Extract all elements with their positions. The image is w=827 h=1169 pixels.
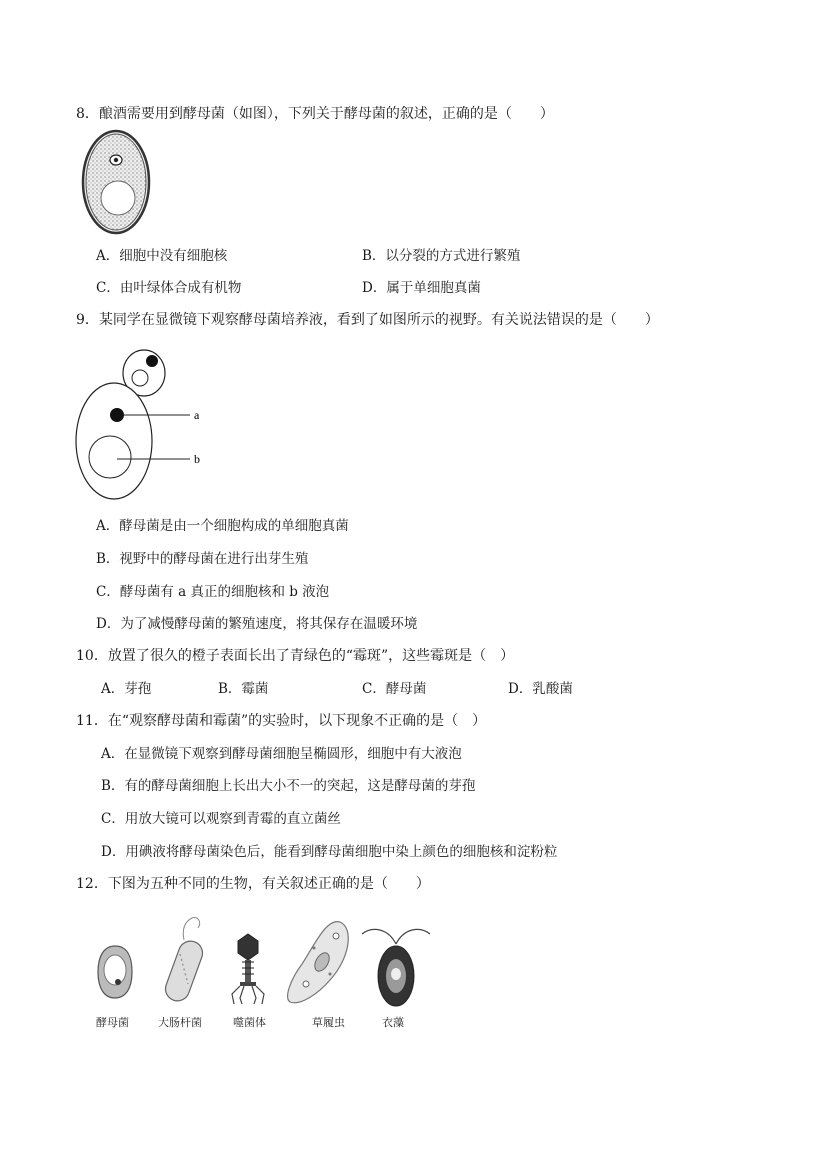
caption-chlamydomonas: 衣藻 xyxy=(382,1016,404,1029)
caption-paramecium: 草履虫 xyxy=(312,1016,345,1029)
q11-option-a: A．在显微镜下观察到酵母菌细胞呈椭圆形，细胞中有大液泡 xyxy=(101,746,462,762)
q9-yeast-budding-figure xyxy=(72,340,222,502)
q8-option-c: C．由叶绿体合成有机物 xyxy=(96,280,242,296)
chlamydomonas-icon xyxy=(358,920,434,1010)
q10-option-d: D．乳酸菌 xyxy=(508,681,573,697)
q8-option-b: B．以分裂的方式进行繁殖 xyxy=(362,248,521,264)
q12-stem: 12．下图为五种不同的生物，有关叙述正确的是（ ） xyxy=(76,876,430,892)
caption-bacteriophage: 噬菌体 xyxy=(233,1016,266,1029)
q11-option-c: C．用放大镜可以观察到青霉的直立菌丝 xyxy=(101,811,341,827)
q8-option-a: A．细胞中没有细胞核 xyxy=(96,248,228,264)
caption-e-coli: 大肠杆菌 xyxy=(158,1016,202,1029)
e-coli-icon xyxy=(154,914,214,1006)
q9-option-d: D．为了减慢酵母菌的繁殖速度，将其保存在温暖环境 xyxy=(96,616,418,632)
paramecium-icon xyxy=(284,918,356,1008)
label-b: b xyxy=(194,452,200,466)
q9-stem: 9．某同学在显微镜下观察酵母菌培养液，看到了如图所示的视野。有关说法错误的是（ ） xyxy=(76,312,659,328)
q8-option-d: D．属于单细胞真菌 xyxy=(362,280,481,296)
label-a: a xyxy=(194,408,200,422)
bacteriophage-icon xyxy=(230,932,266,1006)
q10-option-a: A．芽孢 xyxy=(101,681,152,697)
q10-stem: 10．放置了很久的橙子表面长出了青绿色的“霉斑”，这些霉斑是（ ） xyxy=(76,648,515,664)
yeast-icon xyxy=(96,944,134,1000)
q11-option-d: D．用碘液将酵母菌染色后，能看到酵母菌细胞中染上颜色的细胞核和淀粉粒 xyxy=(101,844,558,860)
q11-stem: 11．在“观察酵母菌和霉菌”的实验时，以下现象不正确的是（ ） xyxy=(76,713,487,729)
q9-option-c: C．酵母菌有 a 真正的细胞核和 b 液泡 xyxy=(96,584,330,600)
q8-stem: 8．酿酒需要用到酵母菌（如图），下列关于酵母菌的叙述，正确的是（ ） xyxy=(76,106,554,122)
q12-organisms-figure xyxy=(90,912,440,1036)
q9-option-b: B．视野中的酵母菌在进行出芽生殖 xyxy=(96,551,309,567)
q10-option-b: B．霉菌 xyxy=(218,681,269,697)
q11-option-b: B．有的酵母菌细胞上长出大小不一的突起，这是酵母菌的芽孢 xyxy=(101,778,476,794)
caption-yeast: 酵母菌 xyxy=(96,1016,129,1029)
q9-option-a: A．酵母菌是由一个细胞构成的单细胞真菌 xyxy=(96,518,349,534)
q8-yeast-figure xyxy=(80,128,152,236)
q10-option-c: C．酵母菌 xyxy=(362,681,427,697)
